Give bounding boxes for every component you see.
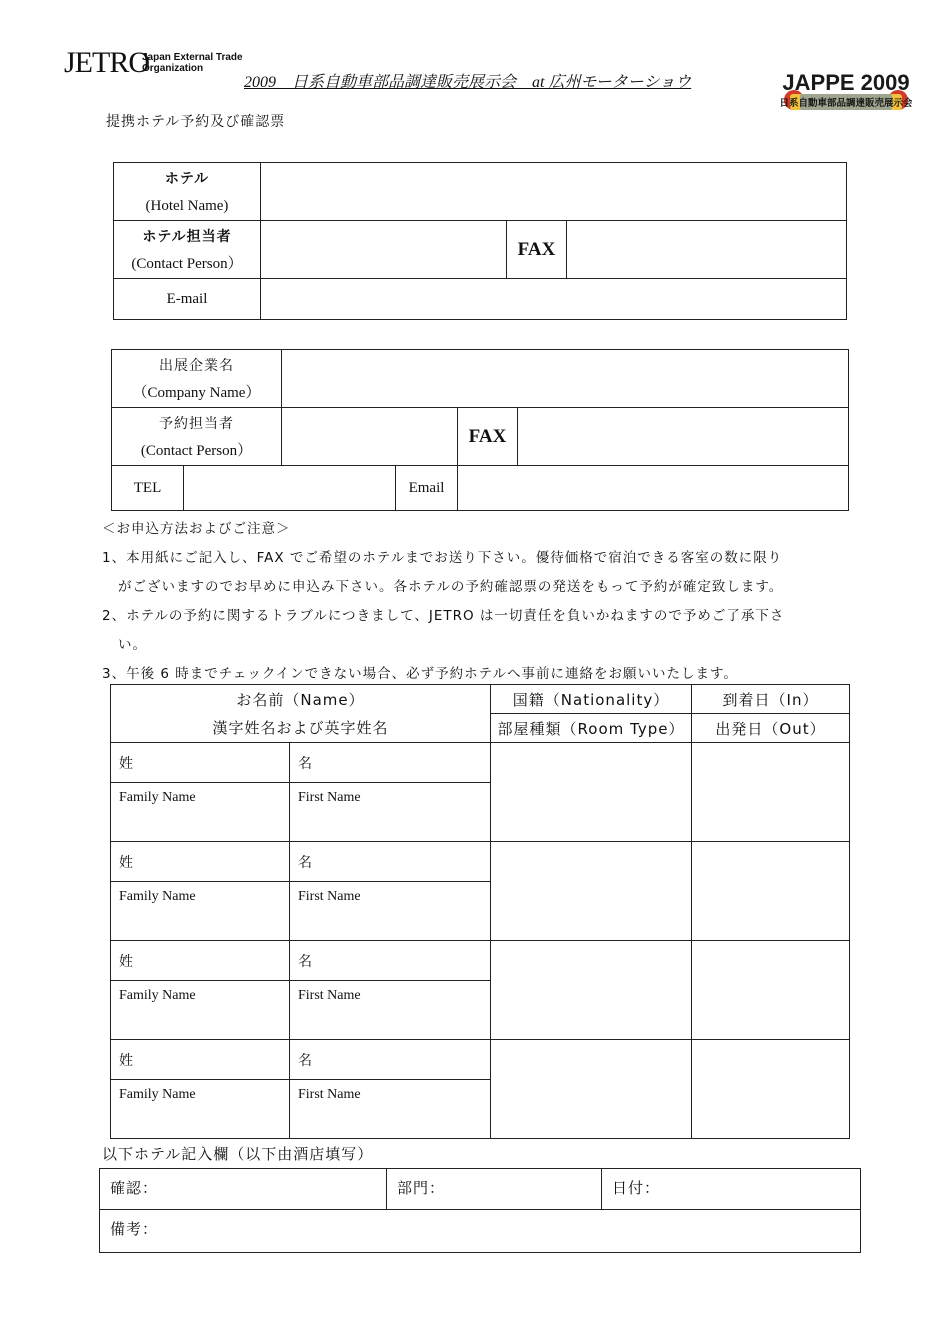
hotel-email-field[interactable] <box>261 279 847 320</box>
nationality-header: 国籍（Nationality） <box>491 685 692 714</box>
nationality-room-field[interactable] <box>491 1040 692 1139</box>
remarks-field[interactable]: 備考： <box>100 1210 861 1253</box>
family-name-en-field[interactable]: Family Name <box>111 882 290 941</box>
note-item-1: 1、本用紙にご記入し、FAX でご希望のホテルまでお送り下さい。優待価格で宿泊できる客室の数に限り <box>102 550 783 566</box>
note-item-2-cont: い。 <box>118 637 147 653</box>
given-name-jp-label: 名 <box>290 1040 491 1080</box>
company-name-field[interactable] <box>282 350 849 408</box>
room-type-header: 部屋種類（Room Type） <box>491 714 692 743</box>
family-name-jp-label: 姓 <box>111 743 290 783</box>
form-subtitle: 提携ホテル予約及び確認票 <box>106 114 286 130</box>
jappe-logo-text: JAPPE 2009 <box>782 70 910 95</box>
nationality-room-field[interactable] <box>491 941 692 1040</box>
booking-contact-field[interactable] <box>282 408 458 466</box>
company-name-label: 出展企業名 （Company Name） <box>112 350 282 408</box>
dates-field[interactable] <box>692 1040 850 1139</box>
given-name-jp-label: 名 <box>290 842 491 882</box>
checkin-header: 到着日（In） <box>692 685 850 714</box>
given-name-en-field[interactable]: First Name <box>290 783 491 842</box>
checkout-header: 出発日（Out） <box>692 714 850 743</box>
given-name-en-field[interactable]: First Name <box>290 882 491 941</box>
hotel-name-label: ホテル (Hotel Name) <box>114 163 261 221</box>
jetro-logo-word: JETRO <box>64 46 149 79</box>
booking-contact-label: 予約担当者 (Contact Person） <box>112 408 282 466</box>
company-fax-label: FAX <box>458 408 518 466</box>
hotel-fax-field[interactable] <box>567 221 847 279</box>
company-email-field[interactable] <box>458 466 849 511</box>
confirm-field[interactable]: 確認： <box>100 1169 387 1210</box>
family-name-en-field[interactable]: Family Name <box>111 981 290 1040</box>
company-info-table <box>111 349 849 511</box>
dates-field[interactable] <box>692 941 850 1040</box>
hotel-contact-field[interactable] <box>261 221 507 279</box>
department-field[interactable]: 部門： <box>387 1169 602 1210</box>
jappe-logo <box>780 66 912 114</box>
family-name-en-field[interactable]: Family Name <box>111 1080 290 1139</box>
nationality-room-field[interactable] <box>491 842 692 941</box>
given-name-jp-label: 名 <box>290 941 491 981</box>
dates-field[interactable] <box>692 743 850 842</box>
hotel-contact-label: ホテル担当者 (Contact Person） <box>114 221 261 279</box>
jetro-logo <box>64 48 244 82</box>
tel-label: TEL <box>112 466 184 511</box>
hotel-info-table <box>113 162 847 320</box>
hotel-section-heading: 以下ホテル記入欄（以下由酒店填写） <box>102 1145 374 1163</box>
hotel-email-label: E-mail <box>114 279 261 320</box>
company-fax-field[interactable] <box>518 408 849 466</box>
family-name-jp-label: 姓 <box>111 1040 290 1080</box>
jappe-logo-subtext: 日系自動車部品調達販売展示会 <box>780 98 912 109</box>
given-name-en-field[interactable]: First Name <box>290 981 491 1040</box>
page-title: 2009 日系自動車部品調達販売展示会 at 広州モーターショウ <box>244 74 692 91</box>
guest-table <box>110 684 850 1139</box>
note-item-3: 3、午後 6 時までチェックインできない場合、必ず予約ホテルへ事前に連絡をお願いいたします。 <box>102 666 738 682</box>
family-name-en-field[interactable]: Family Name <box>111 783 290 842</box>
name-header: お名前（Name） <box>111 685 491 714</box>
family-name-jp-label: 姓 <box>111 941 290 981</box>
company-email-label: Email <box>396 466 458 511</box>
hotel-use-table <box>99 1168 861 1253</box>
jetro-logo-subtext: Japan External Trade Organization <box>142 52 243 74</box>
note-item-1-cont: がございますのでお早めに申込み下さい。各ホテルの予約確認票の発送をもって予約が確定致します。 <box>118 579 784 595</box>
family-name-jp-label: 姓 <box>111 842 290 882</box>
given-name-en-field[interactable]: First Name <box>290 1080 491 1139</box>
note-item-2: 2、ホテルの予約に関するトラブルにつきまして、JETRO は一切責任を負いかねますので予めご了承下さ <box>102 608 785 624</box>
dates-field[interactable] <box>692 842 850 941</box>
date-field[interactable]: 日付： <box>602 1169 861 1210</box>
nationality-room-field[interactable] <box>491 743 692 842</box>
hotel-name-field[interactable] <box>261 163 847 221</box>
hotel-fax-label: FAX <box>507 221 567 279</box>
given-name-jp-label: 名 <box>290 743 491 783</box>
tel-field[interactable] <box>184 466 396 511</box>
application-notes <box>102 515 872 689</box>
notes-heading: ＜お申込方法およびご注意＞ <box>102 521 291 537</box>
name-sub-header: 漢字姓名および英字姓名 <box>111 714 491 743</box>
